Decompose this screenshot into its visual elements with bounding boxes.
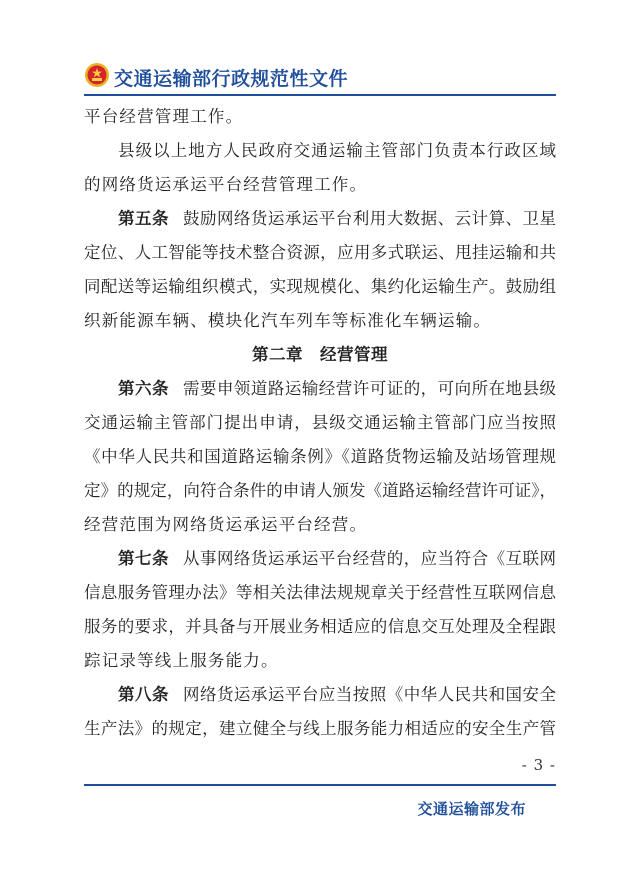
line-text: 织新能源车辆、模块化汽车列车等标准化车辆运输。 [84,311,492,330]
line-text: 信息服务管理办法》等相关法律法规规章关于经营性互联网信息 [84,583,556,602]
text-line [84,508,556,542]
document-header [84,58,556,98]
line-text: 需要申领道路运输经营许可证的，可向所在地县级 [183,379,556,398]
article-number: 第八条 [118,685,169,704]
article-number: 第七条 [118,549,169,568]
text-line [84,134,556,168]
text-line [84,100,556,134]
publisher-footer: 交通运输部发布 [417,800,526,818]
line-text: 的网络货运承运平台经营管理工作。 [84,175,368,194]
article-number: 第六条 [118,379,169,398]
line-text: 鼓励网络货运承运平台利用大数据、云计算、卫星 [183,209,556,228]
chapter-heading: 第二章 经营管理 [252,345,388,364]
line-text: 《中华人民共和国道路运输条例》《道路货物运输及站场管理规 [84,447,556,466]
text-line [84,712,556,746]
text-line [84,440,556,474]
header-title: 交通运输部行政规范性文件 [114,68,349,90]
line-text: 定》的规定，向符合条件的申请人颁发《道路运输经营许可证》， [84,481,556,500]
text-line [84,474,556,508]
header-divider [84,94,556,96]
line-text: 网络货运承运平台应当按照《中华人民共和国安全 [183,685,556,704]
text-line [84,270,556,304]
article-line [84,372,556,406]
line-text: 经营范围为网络货运承运平台经营。 [84,515,368,534]
text-line [84,610,556,644]
article-line [84,678,556,712]
text-line [84,576,556,610]
line-text: 生产法》的规定，建立健全与线上服务能力相适应的安全生产管 [84,719,556,738]
article-line [84,202,556,236]
page-number: - 3 - [521,756,556,774]
text-line [84,406,556,440]
line-text: 县级以上地方人民政府交通运输主管部门负责本行政区域 [118,141,556,160]
text-line [84,236,556,270]
footer-divider [84,784,556,786]
line-text: 服务的要求，并具备与开展业务相适应的信息交互处理及全程跟 [84,617,556,636]
text-line [84,168,556,202]
document-body [84,100,556,746]
line-text: 定位、人工智能等技术整合资源，应用多式联运、甩挂运输和共 [84,243,556,262]
line-text: 交通运输主管部门提出申请，县级交通运输主管部门应当按照 [84,413,556,432]
line-text: 同配送等运输组织模式，实现规模化、集约化运输生产。鼓励组 [84,277,556,296]
national-emblem-icon [84,62,110,88]
text-line [84,644,556,678]
text-line [84,304,556,338]
line-text: 从事网络货运承运平台经营的，应当符合《互联网 [183,549,556,568]
article-line [84,542,556,576]
line-text: 踪记录等线上服务能力。 [84,651,279,670]
line-text: 平台经营管理工作。 [84,107,244,126]
article-number: 第五条 [118,209,169,228]
